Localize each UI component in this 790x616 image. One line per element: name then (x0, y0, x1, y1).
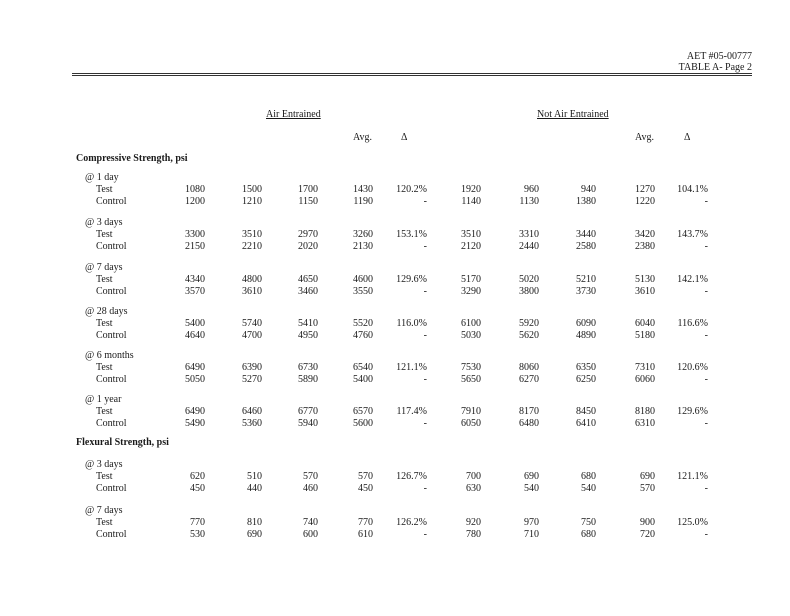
table-cell: 770 (358, 517, 373, 528)
table-cell: 5920 (519, 318, 539, 329)
section-title: Compressive Strength, psi (76, 153, 188, 164)
table-cell: 4650 (298, 274, 318, 285)
table-cell: 1080 (185, 184, 205, 195)
table-cell: 5490 (185, 418, 205, 429)
table-cell: 121.1% (396, 362, 427, 373)
table-cell: 620 (190, 471, 205, 482)
table-cell: 4800 (242, 274, 262, 285)
header-rule-bottom (72, 75, 752, 76)
table-cell: - (704, 196, 708, 207)
test-row-label: Test (96, 406, 113, 417)
table-cell: 700 (466, 471, 481, 482)
table-cell: 1130 (519, 196, 539, 207)
table-cell: 5600 (353, 418, 373, 429)
age-label: @ 7 days (85, 262, 123, 273)
table-cell: 3300 (185, 229, 205, 240)
table-cell: - (423, 241, 427, 252)
table-cell: 6090 (576, 318, 596, 329)
table-cell: 1700 (298, 184, 318, 195)
table-cell: - (423, 483, 427, 494)
age-label: @ 1 day (85, 172, 119, 183)
col-header-avg-not-air: Avg. (635, 132, 654, 143)
table-cell: 3290 (461, 286, 481, 297)
table-cell: 5890 (298, 374, 318, 385)
control-row-label: Control (96, 286, 127, 297)
table-cell: 540 (524, 483, 539, 494)
table-cell: 6350 (576, 362, 596, 373)
table-cell: 3570 (185, 286, 205, 297)
control-row-label: Control (96, 196, 127, 207)
table-cell: 630 (466, 483, 481, 494)
table-cell: 7910 (461, 406, 481, 417)
table-cell: 5400 (353, 374, 373, 385)
table-cell: 129.6% (677, 406, 708, 417)
table-cell: 126.7% (396, 471, 427, 482)
table-cell: 121.1% (677, 471, 708, 482)
control-row-label: Control (96, 529, 127, 540)
table-cell: 3460 (298, 286, 318, 297)
group-heading-air-entrained: Air Entrained (266, 109, 321, 120)
table-cell: 1190 (353, 196, 373, 207)
table-cell: - (423, 286, 427, 297)
table-cell: 6490 (185, 362, 205, 373)
col-header-avg-air: Avg. (353, 132, 372, 143)
table-cell: 120.6% (677, 362, 708, 373)
table-cell: - (704, 483, 708, 494)
table-cell: 3550 (353, 286, 373, 297)
table-cell: 104.1% (677, 184, 708, 195)
table-cell: 5270 (242, 374, 262, 385)
table-cell: 3260 (353, 229, 373, 240)
table-cell: 7310 (635, 362, 655, 373)
table-cell: 6250 (576, 374, 596, 385)
table-cell: 2150 (185, 241, 205, 252)
test-row-label: Test (96, 517, 113, 528)
table-cell: 1500 (242, 184, 262, 195)
table-cell: 680 (581, 529, 596, 540)
table-cell: - (423, 330, 427, 341)
table-cell: 6040 (635, 318, 655, 329)
table-cell: 600 (303, 529, 318, 540)
table-cell: 6270 (519, 374, 539, 385)
table-cell: 970 (524, 517, 539, 528)
table-cell: 6100 (461, 318, 481, 329)
test-row-label: Test (96, 274, 113, 285)
control-row-label: Control (96, 330, 127, 341)
table-cell: 5940 (298, 418, 318, 429)
age-label: @ 1 year (85, 394, 122, 405)
age-label: @ 7 days (85, 505, 123, 516)
col-header-delta-air: Δ (401, 132, 408, 143)
table-cell: 5650 (461, 374, 481, 385)
table-cell: 5030 (461, 330, 481, 341)
table-cell: 2020 (298, 241, 318, 252)
table-cell: 2580 (576, 241, 596, 252)
table-cell: 6060 (635, 374, 655, 385)
group-heading-not-air-entrained: Not Air Entrained (537, 109, 609, 120)
table-cell: 2440 (519, 241, 539, 252)
test-row-label: Test (96, 229, 113, 240)
table-cell: 4950 (298, 330, 318, 341)
table-cell: 720 (640, 529, 655, 540)
table-cell: 3510 (242, 229, 262, 240)
table-cell: 120.2% (396, 184, 427, 195)
table-cell: 770 (190, 517, 205, 528)
table-cell: 4700 (242, 330, 262, 341)
table-cell: 1430 (353, 184, 373, 195)
table-cell: - (704, 418, 708, 429)
table-cell: 810 (247, 517, 262, 528)
table-cell: 540 (581, 483, 596, 494)
control-row-label: Control (96, 418, 127, 429)
table-cell: 8180 (635, 406, 655, 417)
table-cell: 1270 (635, 184, 655, 195)
table-cell: 610 (358, 529, 373, 540)
table-cell: 1200 (185, 196, 205, 207)
table-cell: 8170 (519, 406, 539, 417)
table-cell: 4640 (185, 330, 205, 341)
test-row-label: Test (96, 318, 113, 329)
table-cell: 1210 (242, 196, 262, 207)
table-cell: 4760 (353, 330, 373, 341)
table-cell: 710 (524, 529, 539, 540)
table-cell: 570 (640, 483, 655, 494)
table-cell: 3610 (242, 286, 262, 297)
table-cell: 126.2% (396, 517, 427, 528)
table-cell: 1220 (635, 196, 655, 207)
table-cell: 5180 (635, 330, 655, 341)
table-cell: 2970 (298, 229, 318, 240)
table-cell: 780 (466, 529, 481, 540)
table-cell: 530 (190, 529, 205, 540)
table-cell: 4890 (576, 330, 596, 341)
table-cell: - (704, 374, 708, 385)
table-cell: 4340 (185, 274, 205, 285)
table-cell: 6410 (576, 418, 596, 429)
table-cell: 6570 (353, 406, 373, 417)
document-id: AET #05-00777 (686, 51, 752, 62)
age-label: @ 28 days (85, 306, 128, 317)
table-cell: 129.6% (396, 274, 427, 285)
table-cell: 3420 (635, 229, 655, 240)
table-cell: 6490 (185, 406, 205, 417)
table-cell: 3610 (635, 286, 655, 297)
table-cell: 690 (524, 471, 539, 482)
table-cell: 8060 (519, 362, 539, 373)
table-cell: - (423, 418, 427, 429)
col-header-delta-not-air: Δ (684, 132, 691, 143)
table-cell: 5130 (635, 274, 655, 285)
table-cell: 450 (358, 483, 373, 494)
table-cell: - (704, 241, 708, 252)
table-cell: 510 (247, 471, 262, 482)
table-cell: 142.1% (677, 274, 708, 285)
table-cell: - (704, 529, 708, 540)
table-cell: 117.4% (396, 406, 427, 417)
table-cell: - (704, 286, 708, 297)
table-cell: 5210 (576, 274, 596, 285)
age-label: @ 6 months (85, 350, 134, 361)
table-cell: 5170 (461, 274, 481, 285)
table-cell: 1150 (298, 196, 318, 207)
table-cell: 153.1% (396, 229, 427, 240)
table-cell: 143.7% (677, 229, 708, 240)
table-cell: 2380 (635, 241, 655, 252)
table-cell: 900 (640, 517, 655, 528)
table-cell: 960 (524, 184, 539, 195)
table-cell: 2210 (242, 241, 262, 252)
table-cell: 5520 (353, 318, 373, 329)
table-cell: 5020 (519, 274, 539, 285)
control-row-label: Control (96, 374, 127, 385)
table-cell: 6730 (298, 362, 318, 373)
control-row-label: Control (96, 241, 127, 252)
control-row-label: Control (96, 483, 127, 494)
table-cell: 3440 (576, 229, 596, 240)
table-cell: 6460 (242, 406, 262, 417)
table-cell: 6540 (353, 362, 373, 373)
table-cell: 3730 (576, 286, 596, 297)
header-rule-top (72, 73, 752, 74)
table-cell: 6050 (461, 418, 481, 429)
table-cell: 3510 (461, 229, 481, 240)
table-cell: 750 (581, 517, 596, 528)
table-cell: - (423, 374, 427, 385)
table-cell: 2130 (353, 241, 373, 252)
table-cell: 125.0% (677, 517, 708, 528)
table-cell: 5740 (242, 318, 262, 329)
table-cell: 440 (247, 483, 262, 494)
table-cell: 6390 (242, 362, 262, 373)
age-label: @ 3 days (85, 459, 123, 470)
table-cell: 680 (581, 471, 596, 482)
table-cell: 116.6% (677, 318, 708, 329)
table-cell: 460 (303, 483, 318, 494)
table-cell: 1920 (461, 184, 481, 195)
table-cell: 8450 (576, 406, 596, 417)
table-cell: 2120 (461, 241, 481, 252)
table-cell: - (704, 330, 708, 341)
table-cell: - (423, 529, 427, 540)
table-cell: 5400 (185, 318, 205, 329)
table-cell: 116.0% (396, 318, 427, 329)
table-cell: 5620 (519, 330, 539, 341)
table-cell: 690 (640, 471, 655, 482)
table-cell: 450 (190, 483, 205, 494)
table-cell: - (423, 196, 427, 207)
table-cell: 940 (581, 184, 596, 195)
test-row-label: Test (96, 471, 113, 482)
table-cell: 5360 (242, 418, 262, 429)
table-cell: 7530 (461, 362, 481, 373)
table-cell: 5410 (298, 318, 318, 329)
test-row-label: Test (96, 184, 113, 195)
table-cell: 690 (247, 529, 262, 540)
table-cell: 6480 (519, 418, 539, 429)
table-cell: 6770 (298, 406, 318, 417)
table-cell: 920 (466, 517, 481, 528)
table-cell: 5050 (185, 374, 205, 385)
table-cell: 3800 (519, 286, 539, 297)
table-cell: 1140 (461, 196, 481, 207)
table-cell: 570 (303, 471, 318, 482)
age-label: @ 3 days (85, 217, 123, 228)
table-cell: 1380 (576, 196, 596, 207)
table-cell: 4600 (353, 274, 373, 285)
table-cell: 3310 (519, 229, 539, 240)
table-cell: 570 (358, 471, 373, 482)
table-cell: 6310 (635, 418, 655, 429)
table-page-label: TABLE A- Page 2 (678, 62, 752, 73)
test-row-label: Test (96, 362, 113, 373)
table-cell: 740 (303, 517, 318, 528)
section-title: Flexural Strength, psi (76, 437, 169, 448)
